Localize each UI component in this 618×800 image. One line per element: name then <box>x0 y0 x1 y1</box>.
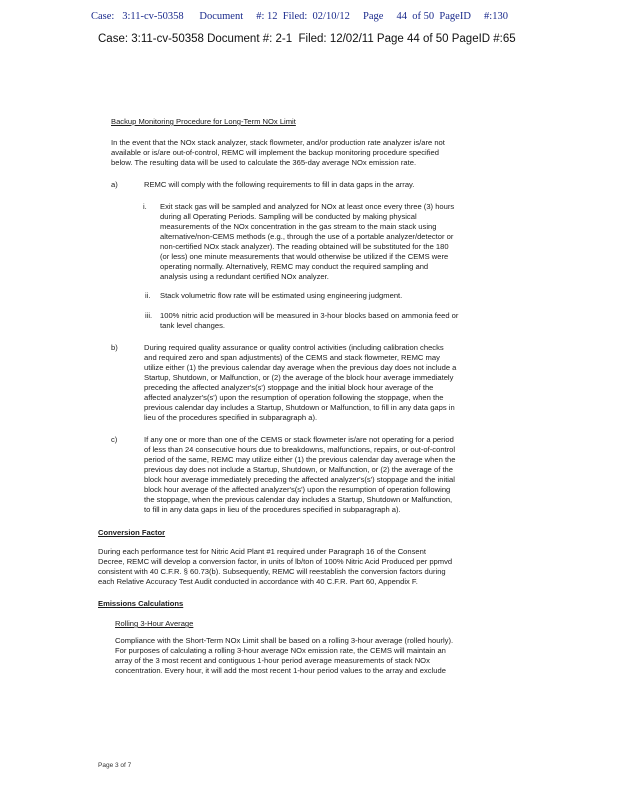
subitem-i-line: alternative/non-CEMS methods (e.g., through the use of a portable analyzer/detector or <box>160 232 454 241</box>
page-number: Page 3 of 7 <box>98 762 132 769</box>
item-a-text: REMC will comply with the following requirements to fill in data gaps in the array. <box>144 180 415 189</box>
item-b-line: lieu of the procedures specified in subparagraph a). <box>144 413 318 422</box>
subitem-iii-line: tank level changes. <box>160 321 226 330</box>
item-b-label: b) <box>111 343 118 352</box>
subitem-i-bullet: i. <box>143 202 147 211</box>
item-c-line: If any one or more than one of the CEMS or stack flowmeter is/are not operating for a period <box>144 435 454 444</box>
intro-line: available or is/are out-of-control, REMC will implement the backup monitoring procedure specified <box>111 148 439 157</box>
item-c-line: to fill in any data gaps in lieu of the procedures specified in subparagraph a). <box>144 505 401 514</box>
item-c-line: the stoppage, when the previous calendar day includes a Startup, Shutdown or Malfunction, <box>144 495 453 504</box>
subitem-ii-bullet: ii. <box>145 291 151 300</box>
subitem-i-line: (or less) one minute measurements that would otherwise be utilized if the CEMS were <box>160 252 449 261</box>
item-a-label: a) <box>111 180 118 189</box>
rolling-average-subheading: Rolling 3-Hour Average <box>115 619 194 628</box>
subitem-i-line: analysis using a redundant certified NOx analyzer. <box>160 272 329 281</box>
subitem-i-line: Exit stack gas will be sampled and analyzed for NOx at least once every three (3) hours <box>160 202 455 211</box>
item-b-line: Startup, Shutdown, or Malfunction, or (2) the average of the block hour average immediately <box>144 373 454 382</box>
subitem-i-line: measurements of the NOx concentration in the gas stream to the main stack using <box>160 222 437 231</box>
item-b-line: previous calendar day includes a Startup, Shutdown or Malfunction, to fill in any data gaps in <box>144 403 455 412</box>
backup-monitoring-heading: Backup Monitoring Procedure for Long-Term NOx Limit <box>111 117 296 126</box>
conversion-line: consistent with 40 C.F.R. § 60.73(b). Subsequently, REMC will reestablish the conversion factors during <box>98 567 446 576</box>
item-b-line: affected analyzer's(s') upon the resumption of operation following the stoppage, when the <box>144 393 444 402</box>
conversion-line: During each performance test for Nitric Acid Plant #1 required under Paragraph 16 of the Consent <box>98 547 426 556</box>
subitem-i-line: during all Operating Periods. Sampling will be conducted by making physical <box>160 212 417 221</box>
subitem-i-line: non-certified NOx stack analyzer). The reading obtained will be substituted for the 180 <box>160 242 449 251</box>
item-c-line: block hour average of the affected analyzer's(s') upon the resumption of operation following <box>144 485 451 494</box>
subitem-iii-bullet: iii. <box>145 311 153 320</box>
item-c-line: previous day does not include a Startup, Shutdown, or Malfunction, or (2) the average of the <box>144 465 453 474</box>
emissions-calculations-heading: Emissions Calculations <box>98 599 184 608</box>
item-c-line: of less than 24 consecutive hours due to breakdowns, malfunctions, repairs, or out-of-control <box>144 445 456 454</box>
item-b-line: preceding the affected analyzer's(s') stoppage and the initial block hour average of the <box>144 383 434 392</box>
conversion-line: each Relative Accuracy Test Audit conducted in accordance with 40 C.F.R. Part 60, Appendix F. <box>98 577 418 586</box>
emissions-line: Compliance with the Short-Term NOx Limit shall be based on a rolling 3-hour average (rolled hourly). <box>115 636 454 645</box>
intro-line: In the event that the NOx stack analyzer, stack flowmeter, and/or production rate analyzer is/are not <box>111 138 445 147</box>
item-b-line: and required zero and span adjustments) of the CEMS and stack flowmeter, REMC may <box>144 353 440 362</box>
conversion-line: Decree, REMC will develop a conversion factor, in units of lb/ton of 100% Nitric Acid Produced per ppmvd <box>98 557 453 566</box>
subitem-iii-line: 100% nitric acid production will be measured in 3-hour blocks based on ammonia feed or <box>160 311 459 320</box>
item-c-line: period of the same, REMC may utilize either (1) the previous calendar day average when the <box>144 455 456 464</box>
intro-line: below. The resulting data will be used to calculate the 365-day average NOx emission rate. <box>111 158 417 167</box>
emissions-line: concentration. Every hour, it will add the most recent 1-hour period values to the array and exclude <box>115 666 446 675</box>
item-c-label: c) <box>111 435 118 444</box>
original-filing-stamp: Case: 3:11-cv-50358 Document #: 2-1 Filed: 12/02/11 Page 44 of 50 PageID #:65 <box>98 33 516 45</box>
item-c-line: block hour average immediately preceding the affected analyzer's(s') stoppage and the initial <box>144 475 455 484</box>
item-b-line: utilize either (1) the previous calendar day average when the previous day does not include a <box>144 363 457 372</box>
emissions-line: array of the 3 most recent and contiguous 1-hour period average measurements of stack NOx <box>115 656 430 665</box>
conversion-factor-heading: Conversion Factor <box>98 528 166 537</box>
subitem-i-line: operating normally. Alternatively, REMC may conduct the required sampling and <box>160 262 429 271</box>
emissions-line: For purposes of calculating a rolling 3-hour average NOx emission rate, the CEMS will maintain an <box>115 646 446 655</box>
subitem-ii-line: Stack volumetric flow rate will be estimated using engineering judgment. <box>160 291 403 300</box>
court-filing-header: Case: 3:11-cv-50358 Document #: 12 Filed: 02/10/12 Page 44 of 50 PageID #:130 <box>91 11 508 22</box>
item-b-line: During required quality assurance or quality control activities (including calibration checks <box>144 343 444 352</box>
